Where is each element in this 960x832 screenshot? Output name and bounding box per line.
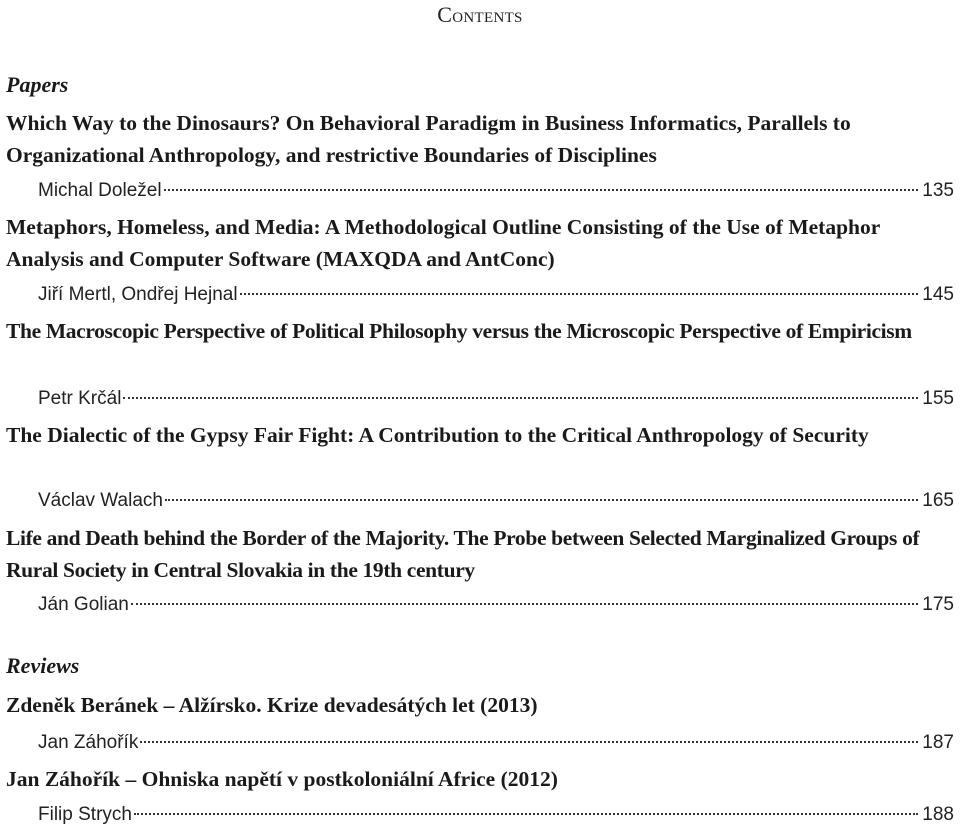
- entry-page-number: 165: [922, 490, 954, 511]
- entry-author: Filip Strych: [38, 804, 132, 825]
- entry-author-line[interactable]: [38, 280, 954, 310]
- entry-author-line[interactable]: [38, 800, 954, 830]
- dot-leader: [164, 189, 919, 191]
- entry-author: Václav Walach: [38, 490, 163, 511]
- entry-author-line[interactable]: [38, 384, 954, 414]
- dot-leader: [134, 813, 918, 815]
- entry-author-line[interactable]: [38, 176, 954, 206]
- entry-page-number: 135: [922, 180, 954, 201]
- entry-page-number: 188: [922, 804, 954, 825]
- entry-author-line[interactable]: [38, 486, 954, 516]
- section-label-reviews: Reviews: [6, 653, 80, 678]
- dot-leader: [131, 603, 918, 605]
- dot-leader: [140, 741, 918, 743]
- entry-author-line[interactable]: [38, 590, 954, 620]
- page-heading: Contents: [437, 2, 523, 27]
- entry-author: Jiří Mertl, Ondřej Hejnal: [38, 284, 238, 305]
- entry-page-number: 155: [922, 388, 954, 409]
- entry-title[interactable]: Which Way to the Dinosaurs? On Behavioral Paradigm in Business Informatics, Parallels to Organizational Anthropology, and restrictive Boundaries of Disciplines: [6, 111, 851, 167]
- entry-page-number: 175: [922, 594, 954, 615]
- entry-title[interactable]: Metaphors, Homeless, and Media: A Methodological Outline Consisting of the Use of Metaphor Analysis and Computer Software (MAXQDA and AntConc): [6, 215, 880, 271]
- entry-author: Michal Doležel: [38, 180, 162, 201]
- entry-title[interactable]: The Macroscopic Perspective of Political Philosophy versus the Microscopic Perspective of Empiricism: [6, 319, 912, 343]
- entry-page-number: 187: [922, 732, 954, 753]
- entry-title[interactable]: Jan Záhořík – Ohniska napětí v postkoloniální Africe (2012): [6, 767, 558, 791]
- section-label-papers: Papers: [6, 72, 69, 97]
- dot-leader: [240, 293, 919, 295]
- entry-author-line[interactable]: [38, 728, 954, 758]
- dot-leader: [123, 397, 918, 399]
- entry-author: Ján Golian: [38, 594, 129, 615]
- entry-title[interactable]: The Dialectic of the Gypsy Fair Fight: A Contribution to the Critical Anthropology of Security: [6, 423, 869, 447]
- entry-title[interactable]: Life and Death behind the Border of the Majority. The Probe between Selected Marginalized Groups of Rural Society in Central Slovakia in the 19th century: [6, 526, 920, 582]
- entry-title[interactable]: Zdeněk Beránek – Alžírsko. Krize devadesátých let (2013): [6, 693, 538, 717]
- entry-page-number: 145: [922, 284, 954, 305]
- dot-leader: [165, 499, 918, 501]
- entry-author: Petr Krčál: [38, 388, 122, 409]
- entry-author: Jan Záhořík: [38, 732, 139, 753]
